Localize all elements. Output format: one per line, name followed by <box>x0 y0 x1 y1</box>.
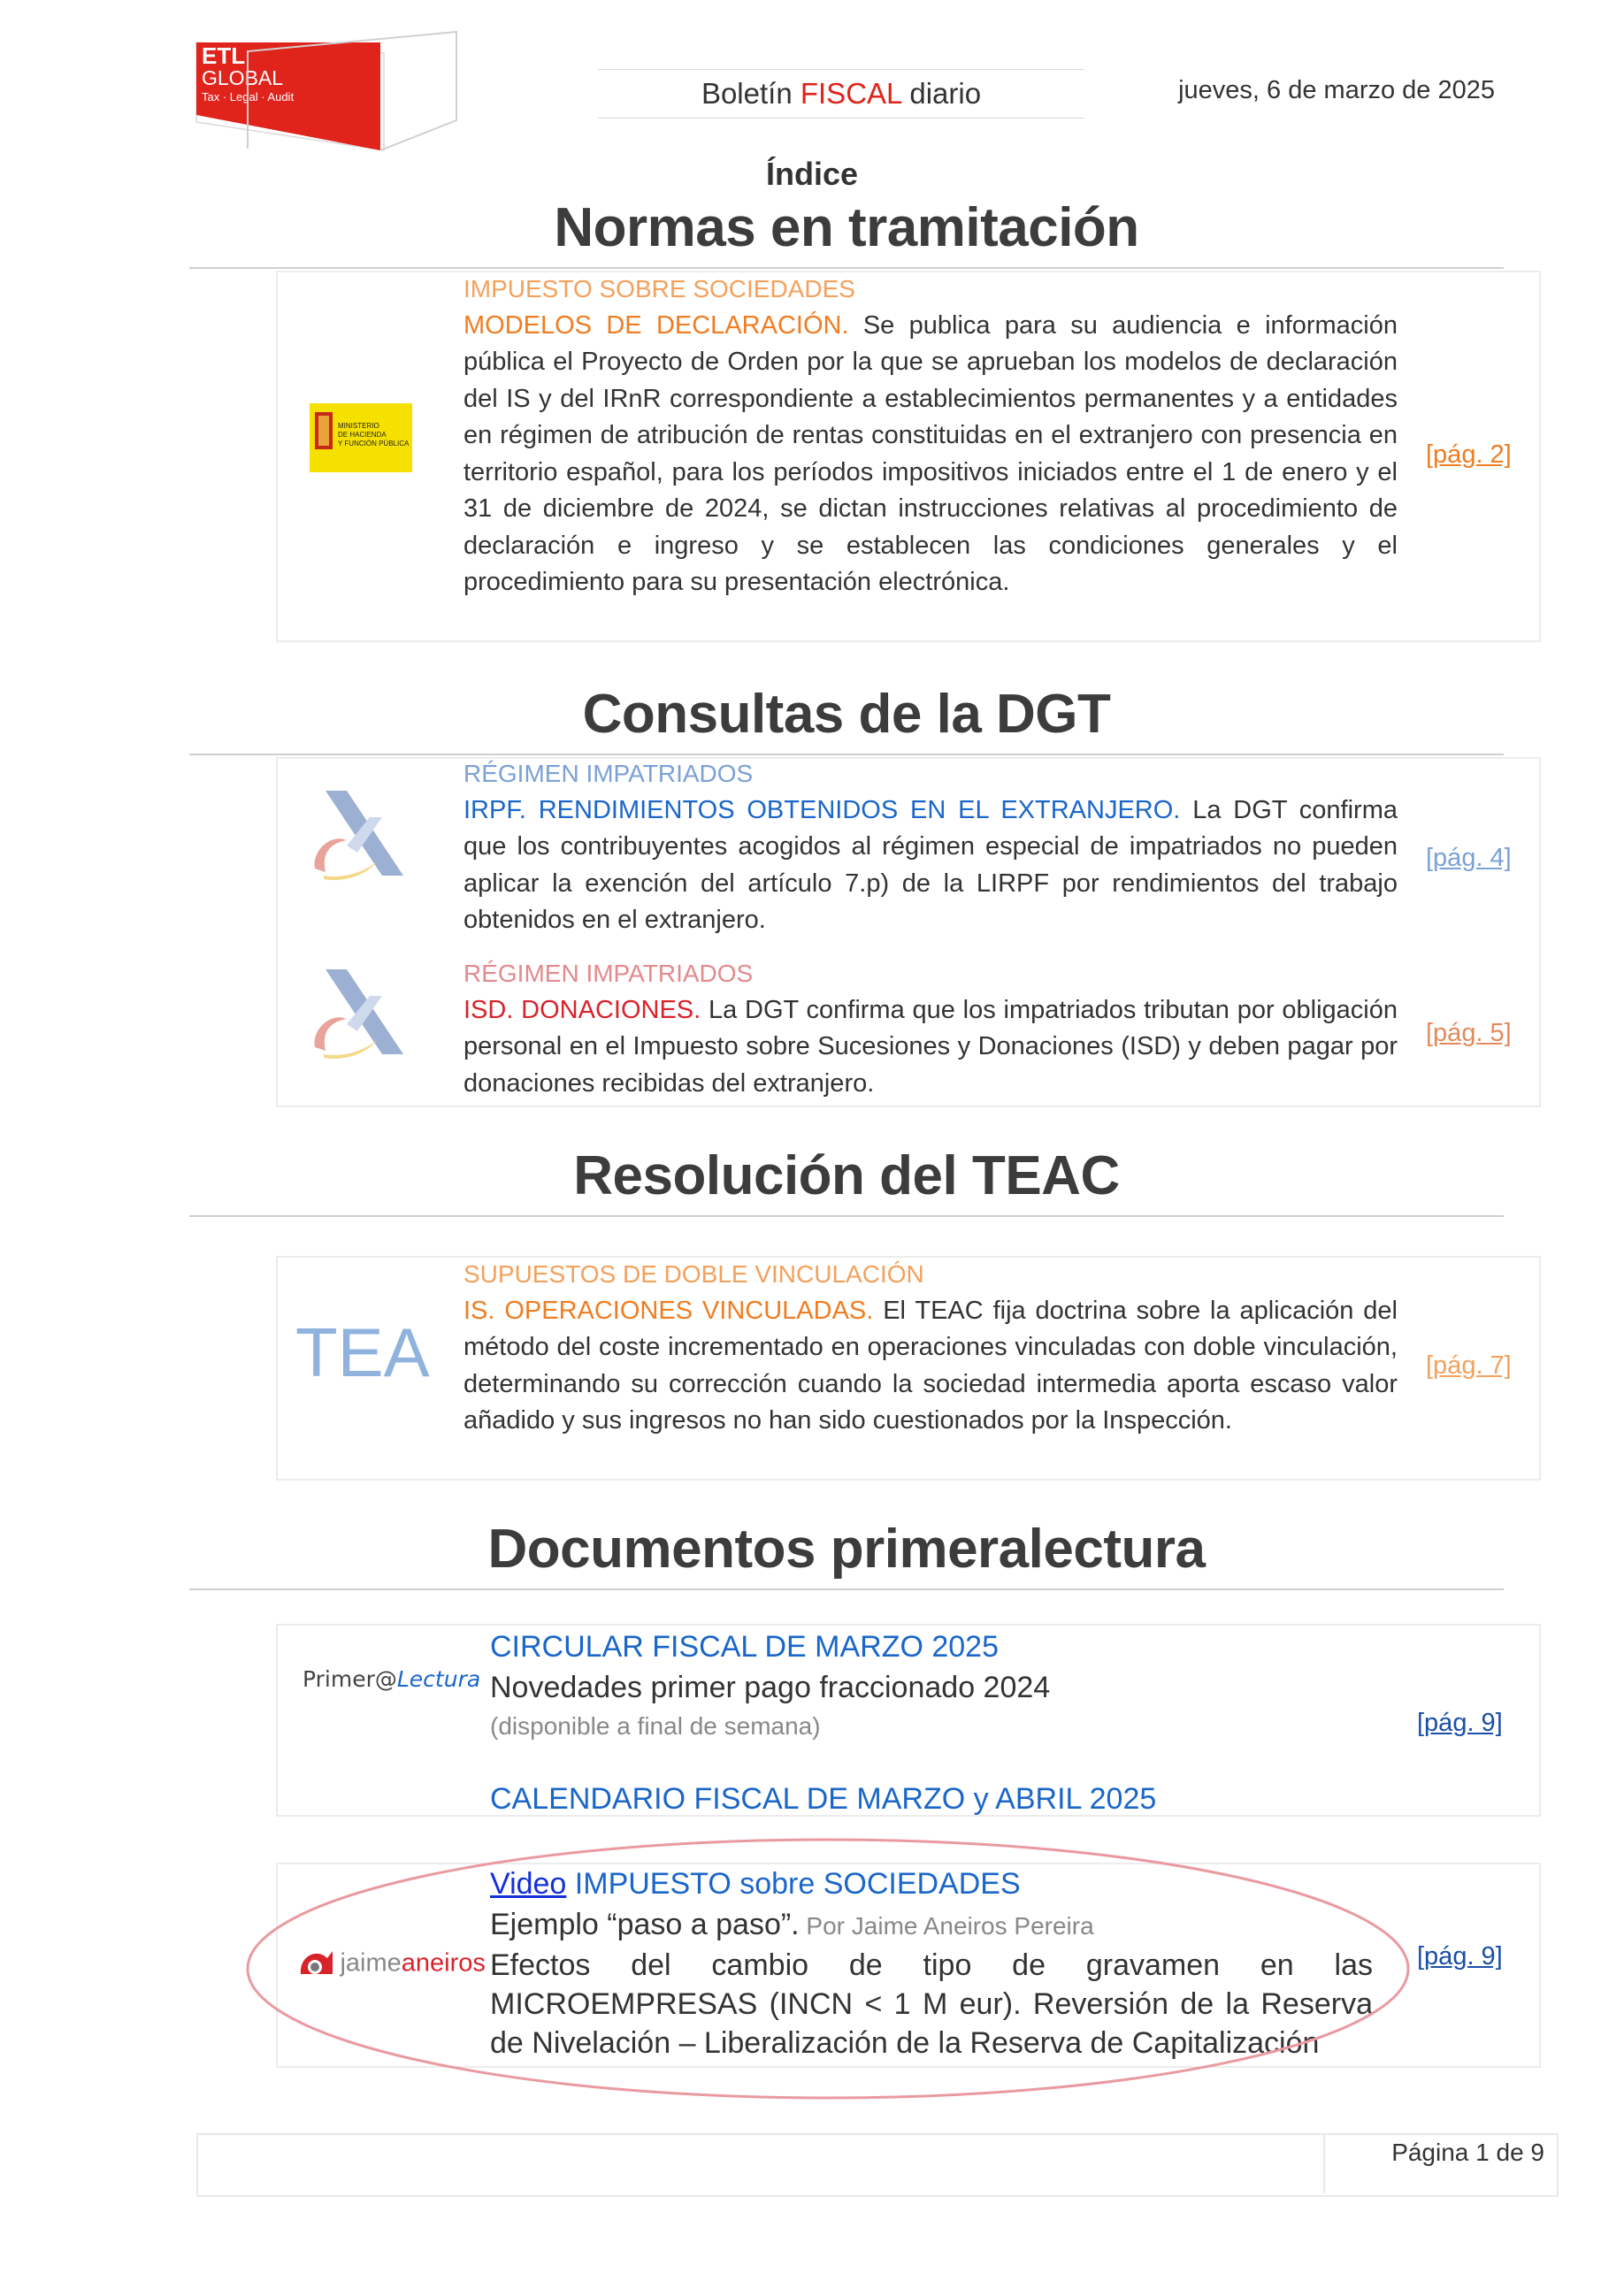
footer-divider <box>1323 2133 1325 2193</box>
page-link[interactable]: [pág. 7] <box>1426 1351 1512 1380</box>
news-item-kicker: SUPUESTOS DE DOBLE VINCULACIÓN <box>463 1260 924 1288</box>
logo-global-text: GLOBAL <box>202 66 284 89</box>
section-title-normas: Normas en tramitación <box>554 197 1139 258</box>
news-item-box <box>276 1256 1541 1481</box>
title-highlight: FISCAL <box>800 77 902 110</box>
footer-page-number: Página 1 de 9 <box>1391 2139 1544 2166</box>
news-item-lead[interactable]: IRPF. RENDIMIENTOS OBTENIDOS EN EL EXTRANJERO. <box>463 795 1181 824</box>
news-item-body: La DGT confirma que los impatriados tributan por obligación personal en el Impuesto sobre Sucesiones y Donaciones (ISD) y deben pagar por donaciones recibidas del extranjero. <box>463 995 1398 1098</box>
section-divider <box>189 1215 1504 1217</box>
news-item-text <box>463 755 1398 939</box>
tea-logo <box>295 1313 430 1391</box>
document-body: Efectos del cambio de tipo de gravamen en las MICROEMPRESAS (INCN < 1 M eur). Reversión de la Reserva de Nivelación – Liberalización de la Reserva de Capitalización <box>490 1948 1373 2060</box>
document-subtitle: Novedades primer pago fraccionado 2024 <box>490 1671 1051 1704</box>
document-subtitle-text: Ejemplo “paso a paso”. <box>490 1908 800 1941</box>
section-divider <box>189 1588 1504 1590</box>
document-title-rest: IMPUESTO sobre SOCIEDADES <box>566 1867 1021 1901</box>
logo-tagline-text: Tax · Legal · Audit <box>202 90 295 103</box>
news-item-box <box>276 271 1541 642</box>
primeralectura-logo: Primer@Lectura <box>303 1666 481 1692</box>
news-item-box <box>276 757 1541 1107</box>
svg-text:TEA: TEA <box>295 1313 430 1391</box>
news-item-text <box>463 1256 1398 1440</box>
document-title[interactable]: CALENDARIO FISCAL DE MARZO y ABRIL 2025 <box>490 1782 1157 1816</box>
page-link[interactable]: [pág. 9] <box>1417 1709 1503 1737</box>
news-item-lead[interactable]: ISD. DONACIONES. <box>463 995 701 1024</box>
news-item-kicker: RÉGIMEN IMPATRIADOS <box>463 760 754 787</box>
section-title-documentos: Documentos primeralectura <box>487 1519 1206 1580</box>
section-title-teac: Resolución del TEAC <box>573 1145 1120 1206</box>
news-item-lead[interactable]: MODELOS DE DECLARACIÓN. <box>463 310 849 340</box>
document-note: (disponible a final de semana) <box>490 1712 821 1740</box>
news-item-kicker: IMPUESTO SOBRE SOCIEDADES <box>463 275 855 302</box>
logo-outline-shape <box>248 28 460 150</box>
svg-text:DE HACIENDA: DE HACIENDA <box>338 431 387 439</box>
page-link[interactable]: [pág. 9] <box>1417 1942 1503 1971</box>
bulletin-title <box>598 69 1084 119</box>
section-title-consultas: Consultas de la DGT <box>582 684 1111 745</box>
title-prefix: Boletín <box>701 77 801 110</box>
logo-etl-text: ETL <box>202 42 246 69</box>
page-link[interactable]: [pág. 5] <box>1426 1019 1512 1047</box>
news-item-body: El TEAC fija doctrina sobre la aplicación del método del coste incrementado en operaciones vinculadas con doble vinculación, determinando su corrección cuando la sociedad intermedia aporta escaso valor añadido y sus ingresos no han sido cuestionados por la Inspección. <box>463 1296 1398 1435</box>
news-item-body: La DGT confirma que los contribuyentes acogidos al régimen especial de impatriados no pueden aplicar la exención del artículo 7.p) de la LIRPF por rendimientos del trabajo obtenidos en el extranjero. <box>463 795 1398 934</box>
title-suffix: diario <box>901 77 982 110</box>
document-author: Por Jaime Aneiros Pereira <box>799 1912 1094 1940</box>
jaime-aneiros-logo: jaimeaneiros <box>297 1948 486 1979</box>
bulletin-date: jueves, 6 de marzo de 2025 <box>1178 76 1495 104</box>
agencia-tributaria-logo <box>308 791 407 881</box>
news-item-text <box>463 955 1398 1102</box>
document-box <box>276 1624 1541 1817</box>
svg-text:Y FUNCIÓN PÚBLICA: Y FUNCIÓN PÚBLICA <box>338 440 410 448</box>
video-link[interactable]: Video <box>490 1867 567 1901</box>
page-link[interactable]: [pág. 2] <box>1426 440 1512 469</box>
news-item-body: Se publica para su audiencia e información pública el Proyecto de Orden por la que se aprueban los modelos de declaración del IS y del IRnR correspondiente a establecimientos permanentes y a entidades en régimen de atribución de rentas constituidas en el extranjero con presencia en territorio español, para los períodos impositivos iniciados entre el 1 de enero y el 31 de diciembre de 2024, se dictan instrucciones relativas al procedimiento de declaración e ingreso y se establecen las condiciones generales y el procedimiento para su presentación electrónica. <box>463 310 1398 596</box>
news-item-lead[interactable]: IS. OPERACIONES VINCULADAS. <box>463 1296 874 1325</box>
document-title[interactable]: CIRCULAR FISCAL DE MARZO 2025 <box>490 1630 999 1664</box>
agencia-tributaria-logo <box>308 969 407 1060</box>
news-item-kicker: RÉGIMEN IMPATRIADOS <box>463 960 754 987</box>
page-link[interactable]: [pág. 4] <box>1426 844 1512 872</box>
highlight-ellipse <box>244 1836 1412 2101</box>
news-item-text <box>463 271 1398 601</box>
svg-text:MINISTERIO: MINISTERIO <box>338 422 379 430</box>
ministerio-hacienda-logo <box>310 403 412 472</box>
section-divider <box>189 267 1504 269</box>
index-title: Índice <box>765 156 859 192</box>
